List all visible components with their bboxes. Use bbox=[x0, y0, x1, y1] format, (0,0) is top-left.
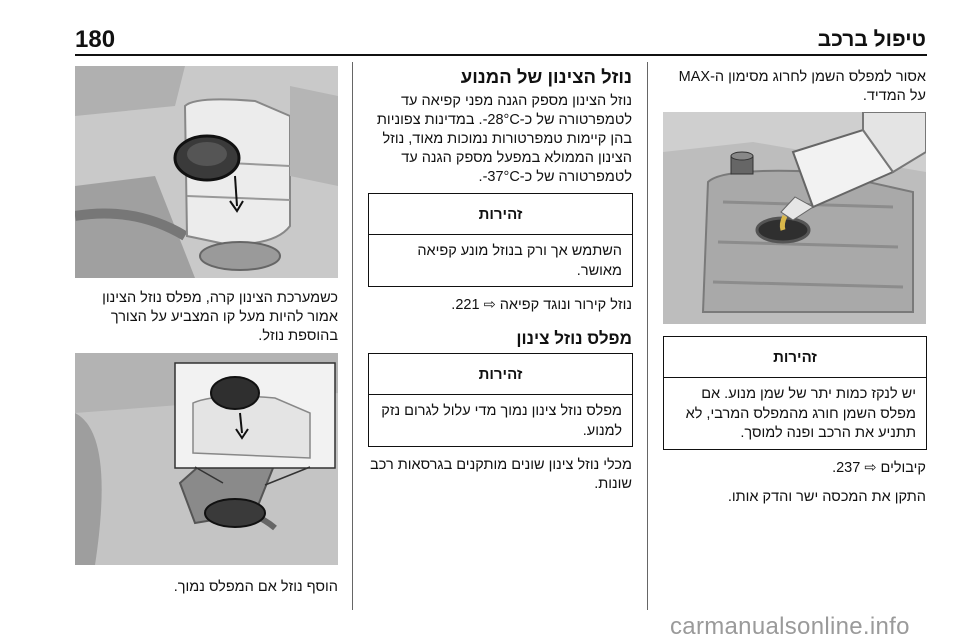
cap-install-text: התקן את המכסה ישר והדק אותו. bbox=[727, 489, 926, 505]
capacities-label: קיבולים bbox=[876, 460, 926, 476]
capacities-page-link[interactable]: 237 bbox=[836, 460, 861, 476]
left-column-caption2 bbox=[75, 578, 338, 597]
oil-level-intro: אסור למפלס השמן לחרוג מסימון ה-MAX על המדיד. bbox=[678, 69, 926, 104]
page-ref-arrow-icon: ⇨ bbox=[483, 297, 496, 313]
warning-text: השתמש אך ורק בנוזל מונע קפיאה מאושר. bbox=[417, 243, 622, 279]
page-number: 180 bbox=[75, 26, 116, 53]
warning-box-low-coolant bbox=[368, 353, 633, 447]
warning-text: מפלס נוזל צינון נמוך מדי עלול לגרום נזק למנוע. bbox=[381, 403, 622, 439]
warning-title: זהירות bbox=[369, 354, 632, 395]
antifreeze-ref-label: נוזל קירור ונוגד קפיאה bbox=[495, 297, 632, 313]
coolant-cold-text: כשמערכת הצינון קרה, מפלס נוזל הצינון אמור להיות מעל קו המצביע על הצורך בהוספת נוזל. bbox=[102, 290, 338, 344]
reservoir-variants bbox=[367, 456, 632, 494]
column-divider-right bbox=[647, 62, 648, 610]
right-column bbox=[662, 68, 926, 106]
antifreeze-page-link[interactable]: 221 bbox=[455, 297, 480, 313]
page-ref-arrow-icon: ⇨ bbox=[864, 460, 877, 476]
coolant-protection-text: נוזל הצינון מספק הגנה מפני קפיאה עד לטמפרטורה של כ-‎-28°C. במדינות צפוניות בהן קיימות טמפרטורות נמוכות מאוד, נוזל הצינון הממולא במפעל מספק הגנה עד לטמפרטורה של כ-‎-37°C. bbox=[376, 93, 632, 185]
figure-oil-filling bbox=[663, 112, 926, 324]
antifreeze-reference: נוזל קירור ונוגד קפיאה ⇨ 221. מפלס נוזל צינון bbox=[367, 296, 632, 353]
subheading-coolant-level: מפלס נוזל צינון bbox=[516, 329, 632, 348]
capacities-reference: קיבולים ⇨ 237. התקן את המכסה ישר והדק אותו. bbox=[662, 459, 926, 507]
warning-text: יש לנקז כמות יתר של שמן מנוע. אם מפלס השמן חורג מהמפלס המרבי, לא תתניע את הרכב ופנה למוסך. bbox=[685, 386, 916, 441]
warning-title: זהירות bbox=[664, 337, 926, 378]
watermark: carmanualsonline.info bbox=[670, 613, 910, 640]
section-heading-coolant: נוזל הצינון של המנוע bbox=[460, 66, 632, 87]
warning-title: זהירות bbox=[369, 194, 632, 235]
warning-box-antifreeze bbox=[368, 193, 633, 287]
figure-coolant-reservoir-2 bbox=[75, 353, 338, 565]
header-rule bbox=[75, 54, 927, 56]
figure-coolant-reservoir-1 bbox=[75, 66, 338, 278]
left-column-caption1 bbox=[75, 289, 338, 346]
middle-column bbox=[367, 66, 632, 187]
add-coolant-text: הוסף נוזל אם המפלס נמוך. bbox=[173, 579, 338, 595]
page-title: טיפול ברכב bbox=[817, 28, 926, 51]
column-divider-left bbox=[352, 62, 353, 610]
warning-box-oil-overfill bbox=[663, 336, 927, 450]
reservoir-variants-text: מכלי נוזל צינון שונים מותקנים בגרסאות רכב שונות. bbox=[370, 457, 632, 492]
